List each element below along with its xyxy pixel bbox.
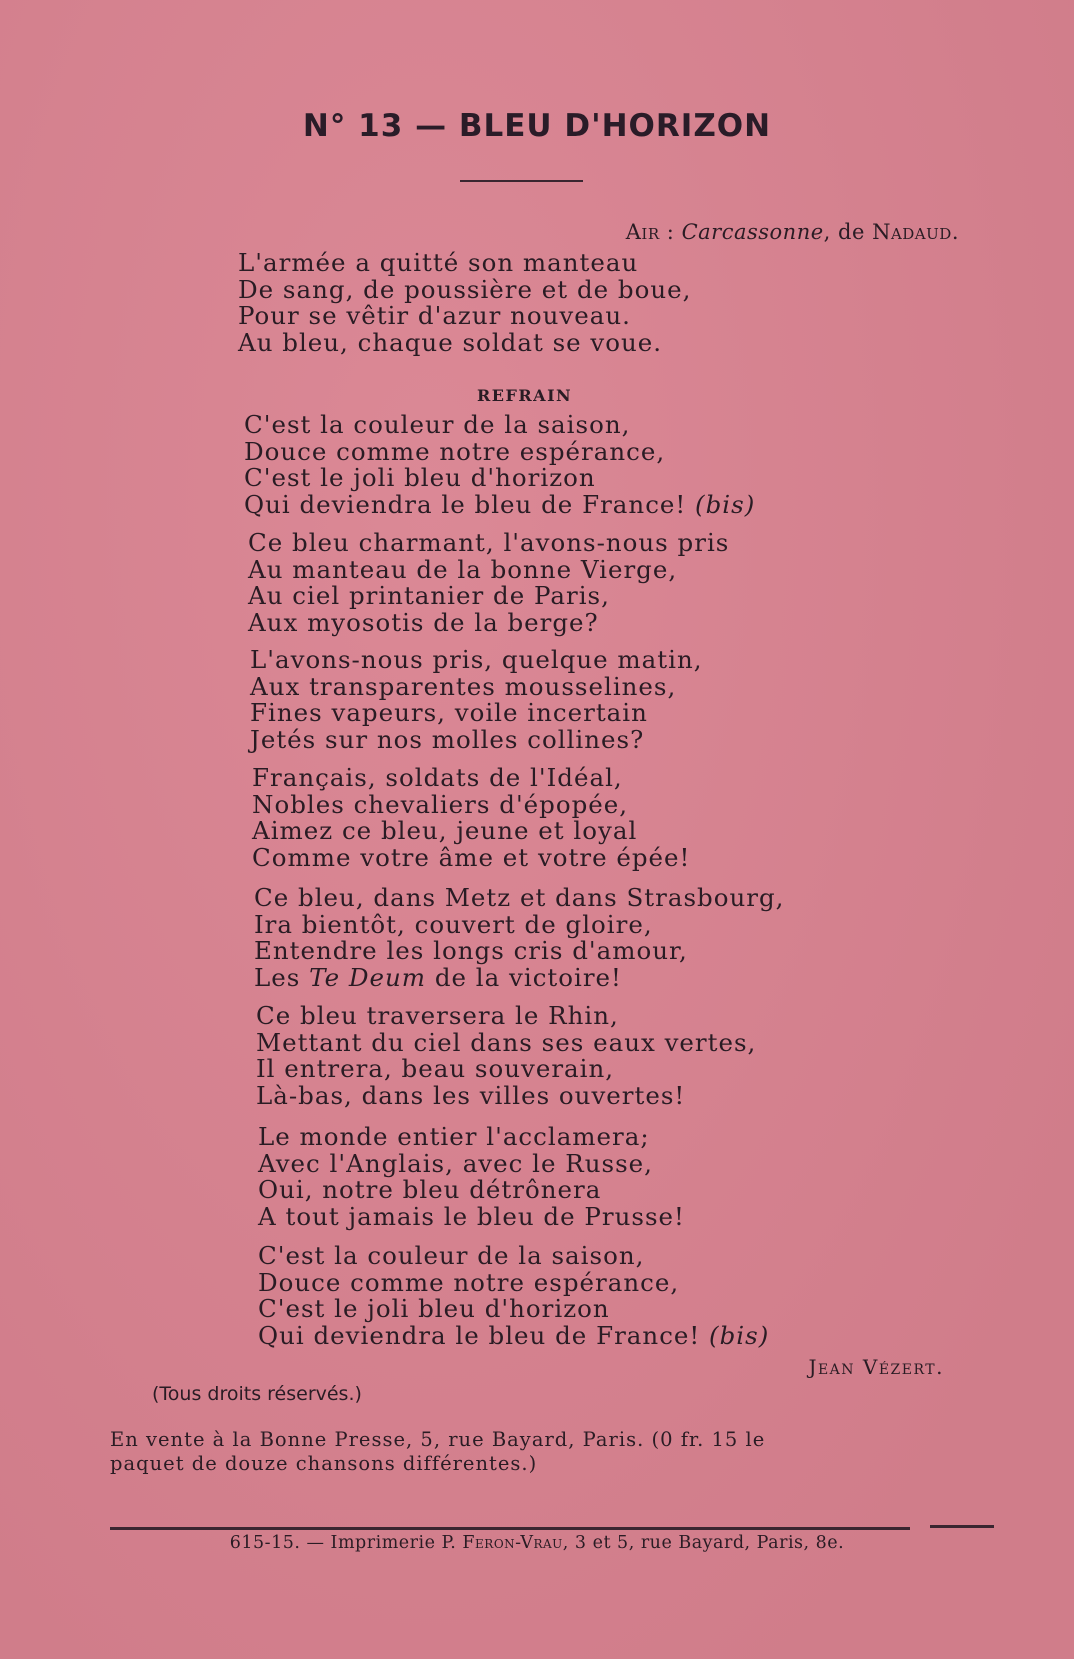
verse-line: Douce comme notre espérance, [244,436,666,466]
verse-line: Oui, notre bleu détrônera [258,1175,602,1204]
stanza-1 [238,250,691,356]
verse-text: Qui deviendra le bleu de France! [244,489,696,519]
verse-line: De sang, de poussière et de boue, [238,274,692,304]
refrain-label: REFRAIN [477,386,573,405]
air-composer: Nadaud. [872,220,959,244]
page-title: N° 13 — BLEU D'HORIZON [302,108,772,144]
verse-line: Le monde entier l'acclamera; [258,1122,650,1151]
stanza-4 [250,647,703,753]
verse-line [244,489,756,519]
air-prefix: Air : [625,220,675,244]
imprint-suffix: , 3 et 5, rue Bayard, Paris, 8e. [562,1533,845,1553]
footer-divider-short [930,1525,994,1528]
verse-line: Entendre les longs cris d'amour, [254,936,688,965]
stanza-6 [254,885,784,991]
printer-imprint [0,1533,1074,1553]
air-sep: , de [823,220,865,244]
verse-line: Avec l'Anglais, avec le Russe, [258,1148,653,1178]
verse-line: Ce bleu charmant, l'avons-nous pris [248,528,730,557]
verse-text: Les [254,962,310,992]
te-deum: Te Deum [309,962,427,992]
verse-line [254,962,784,992]
title-divider [460,180,583,182]
verse-line: Ce bleu, dans Metz et dans Strasbourg, [254,883,785,912]
stanza-5 [252,765,690,871]
stanza-8 [258,1124,685,1230]
sale-line: En vente à la Bonne Presse, 5, rue Bayard, Paris. (0 fr. 15 le [110,1428,766,1451]
verse-line: Jetés sur nos molles collines? [250,724,645,754]
verse-text: de la victoire! [426,962,622,992]
verse-line: Nobles chevaliers d'épopée, [252,789,629,819]
verse-line: Au manteau de la bonne Vierge, [248,554,678,584]
footer-divider [110,1527,910,1530]
verse-line: Fines vapeurs, voile incertain [250,698,648,727]
verse-line: C'est le joli bleu d'horizon [258,1294,610,1323]
verse-line: Mettant du ciel dans ses eaux vertes, [256,1027,757,1057]
verse-line: C'est la couleur de la saison, [258,1241,645,1270]
verse-line: C'est la couleur de la saison, [244,410,631,439]
verse-line: Il entrera, beau souverain, [256,1054,615,1083]
verse-line: Aux myosotis de la berge? [248,607,599,637]
verse-line: Douce comme notre espérance, [258,1267,680,1297]
verse-line: Ce bleu traversera le Rhin, [256,1001,619,1030]
author-signature: Jean Vézert. [808,1355,944,1379]
verse-line: L'armée a quitté son manteau [238,248,639,277]
verse-line: Français, soldats de l'Idéal, [252,763,623,792]
verse-line: Au ciel printanier de Paris, [248,581,610,610]
sale-notice [110,1428,1000,1476]
bis-mark: (bis) [709,1320,770,1350]
stanza-3 [248,530,729,636]
air-tune: Carcassonne [681,220,824,244]
rights-notice: (Tous droits réservés.) [152,1383,362,1405]
verse-line: Aux transparentes mousselines, [250,671,677,701]
imprint-prefix: 615-15. — Imprimerie P. [229,1533,463,1553]
verse-line: Au bleu, chaque soldat se voue. [238,327,663,357]
bis-mark: (bis) [695,489,756,519]
verse-line: Là-bas, dans les villes ouvertes! [256,1080,686,1110]
imprint-printer: Feron-Vrau [462,1533,563,1553]
verse-line [258,1320,770,1350]
verse-line: Aimez ce bleu, jeune et loyal [252,816,638,845]
stanza-7 [256,1003,756,1109]
stanza-refrain-repeat [258,1243,769,1349]
verse-line: L'avons-nous pris, quelque matin, [250,645,703,674]
verse-line: C'est le joli bleu d'horizon [244,463,596,492]
verse-line: Comme votre âme et votre épée! [252,842,691,872]
verse-line: Pour se vêtir d'azur nouveau. [238,301,631,330]
stanza-refrain [244,412,755,518]
verse-line: A tout jamais le bleu de Prusse! [258,1201,685,1231]
verse-line: Ira bientôt, couvert de gloire, [254,909,653,939]
air-credit [626,220,959,244]
verse-text: Qui deviendra le bleu de France! [258,1320,710,1350]
sale-line: paquet de douze chansons différentes.) [110,1452,538,1475]
